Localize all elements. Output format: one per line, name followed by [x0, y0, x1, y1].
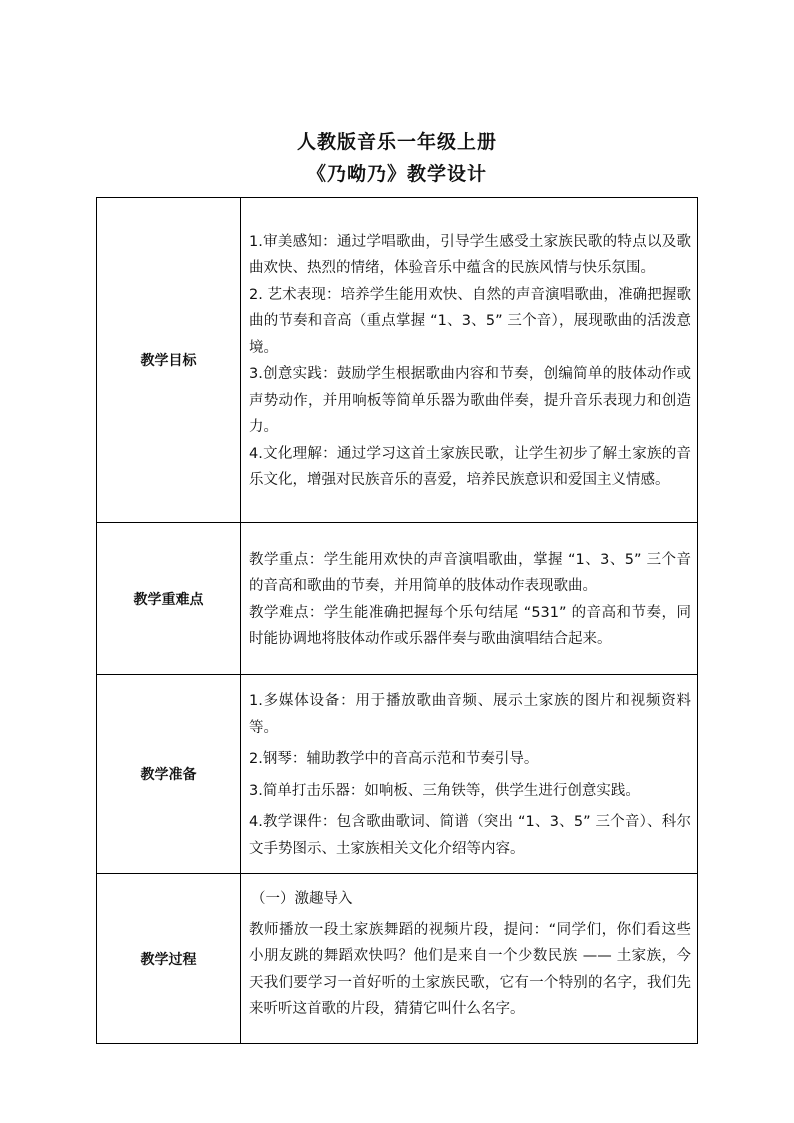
process-subheading: （一）激趣导入 [251, 891, 353, 907]
goal-item: 1.审美感知：通过学唱歌曲，引导学生感受土家族民歌的特点以及歌曲欢快、热烈的情绪，体验音乐中蕴含的民族风情与快乐氛围。 [249, 233, 691, 276]
row-label-preparation: 教学准备 [97, 675, 241, 874]
key-points-content [241, 523, 698, 675]
row-label-key-points: 教学重难点 [97, 523, 241, 675]
lesson-plan-table [96, 197, 698, 1044]
table-row-preparation [97, 675, 698, 874]
document-title: 人教版音乐一年级上册 [296, 131, 497, 153]
preparation-item: 4.教学课件：包含歌曲歌词、简谱（突出 “1、3、5” 三个音）、科尔文手势图示、土家族相关文化介绍等内容。 [249, 814, 691, 857]
preparation-item: 3.简单打击乐器：如响板、三角铁等，供学生进行创意实践。 [249, 782, 640, 799]
table-row-process [97, 874, 698, 1044]
row-label-goals: 教学目标 [97, 198, 241, 523]
goal-item: 4.文化理解：通过学习这首土家族民歌，让学生初步了解土家族的音乐文化，增强对民族音乐的喜爱，培养民族意识和爱国主义情感。 [249, 445, 691, 488]
process-paragraph: 教师播放一段土家族舞蹈的视频片段，提问：“同学们，你们看这些小朋友跳的舞蹈欢快吗？他们是来自一个少数民族 —— 土家族，今天我们要学习一首好听的土家族民歌，它有一个特别的名字，我们先来听听这首歌的片段，猜猜它叫什么名字。 [249, 921, 691, 1017]
goals-content [241, 198, 698, 523]
table-row-goals [97, 198, 698, 523]
table-row-key-points [97, 523, 698, 675]
preparation-item: 1.多媒体设备：用于播放歌曲音频、展示土家族的图片和视频资料等。 [249, 693, 691, 736]
key-point-item: 教学重点：学生能用欢快的声音演唱歌曲，掌握 “1、3、5” 三个音的音高和歌曲的节奏，并用简单的肢体动作表现歌曲。 [249, 551, 691, 594]
key-point-item: 教学难点：学生能准确把握每个乐句结尾 “531” 的音高和节奏，同时能协调地将肢体动作或乐器伴奏与歌曲演唱结合起来。 [249, 604, 691, 647]
preparation-content [241, 675, 698, 874]
preparation-item: 2.钢琴：辅助教学中的音高示范和节奏引导。 [249, 751, 539, 767]
process-content [241, 874, 698, 1044]
goal-item: 3.创意实践：鼓励学生根据歌曲内容和节奏，创编简单的肢体动作或声势动作，并用响板等简单乐器为歌曲伴奏，提升音乐表现力和创造力。 [249, 366, 691, 435]
goal-item: 2. 艺术表现：培养学生能用欢快、自然的声音演唱歌曲，准确把握歌曲的节奏和音高（重点掌握 “1、3、5” 三个音），展现歌曲的活泼意境。 [249, 286, 691, 356]
document-subtitle: 《乃呦乃》教学设计 [306, 163, 487, 185]
row-label-process: 教学过程 [97, 874, 241, 1044]
